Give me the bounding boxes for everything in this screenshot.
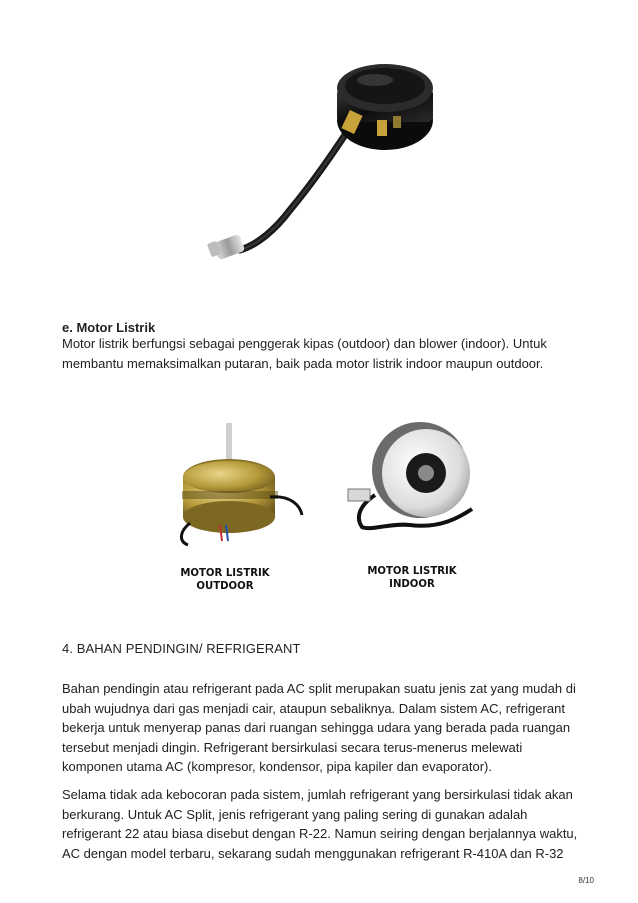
motor-outdoor-label-line1: MOTOR LISTRIK	[180, 566, 270, 579]
indoor-motor-graphic	[348, 422, 472, 528]
outdoor-motor-graphic	[181, 423, 302, 545]
motor-indoor-label-line2: INDOOR	[389, 577, 435, 590]
motor-outdoor-label-line2: OUTDOOR	[196, 579, 254, 592]
overload-protector-image	[195, 40, 465, 290]
motor-outdoor-label	[174, 566, 275, 592]
refrigerant-paragraph-2: Selama tidak ada kebocoran pada sistem, jumlah refrigerant yang bersirkulasi tidak akan berkurang. Untuk AC Split, jenis refrigerant yang paling sering di gunakan adalah refrigerant 22 atau biasa disebut dengan R-22. Namun seiring dengan berjalannya waktu, AC dengan model terbaru, sekarang sudah menggunakan refrigerant R-410A dan R-32	[62, 787, 578, 861]
motor-indoor-label-line1: MOTOR LISTRIK	[367, 564, 457, 577]
motor-indoor-label	[357, 564, 467, 590]
page-number: 8/10	[578, 876, 594, 885]
refrigerant-paragraph-1: Bahan pendingin atau refrigerant pada AC split merupakan suatu jenis zat yang mudah di ubah wujudnya dari gas menjadi cair, ataupun sebaliknya. Dalam sistem AC, refrigerant bekerja untuk menyerap panas dari ruangan sehingga udara yang berada pada ruangan tersebut menjadi dingin. Refrigerant bersirkulasi secara terus-menerus melewati komponen utama AC (kompresor, kondensor, pipa kapiler dan evaporator).	[62, 681, 576, 774]
section-heading-motor-listrik: e. Motor Listrik	[62, 320, 156, 335]
section-heading-refrigerant: 4. BAHAN PENDINGIN/ REFRIGERANT	[62, 641, 301, 656]
motor-listrik-description: Motor listrik berfungsi sebagai penggerak kipas (outdoor) dan blower (indoor). Untuk membantu memaksimalkan putaran, baik pada motor listrik indoor maupun outdoor.	[62, 336, 547, 371]
